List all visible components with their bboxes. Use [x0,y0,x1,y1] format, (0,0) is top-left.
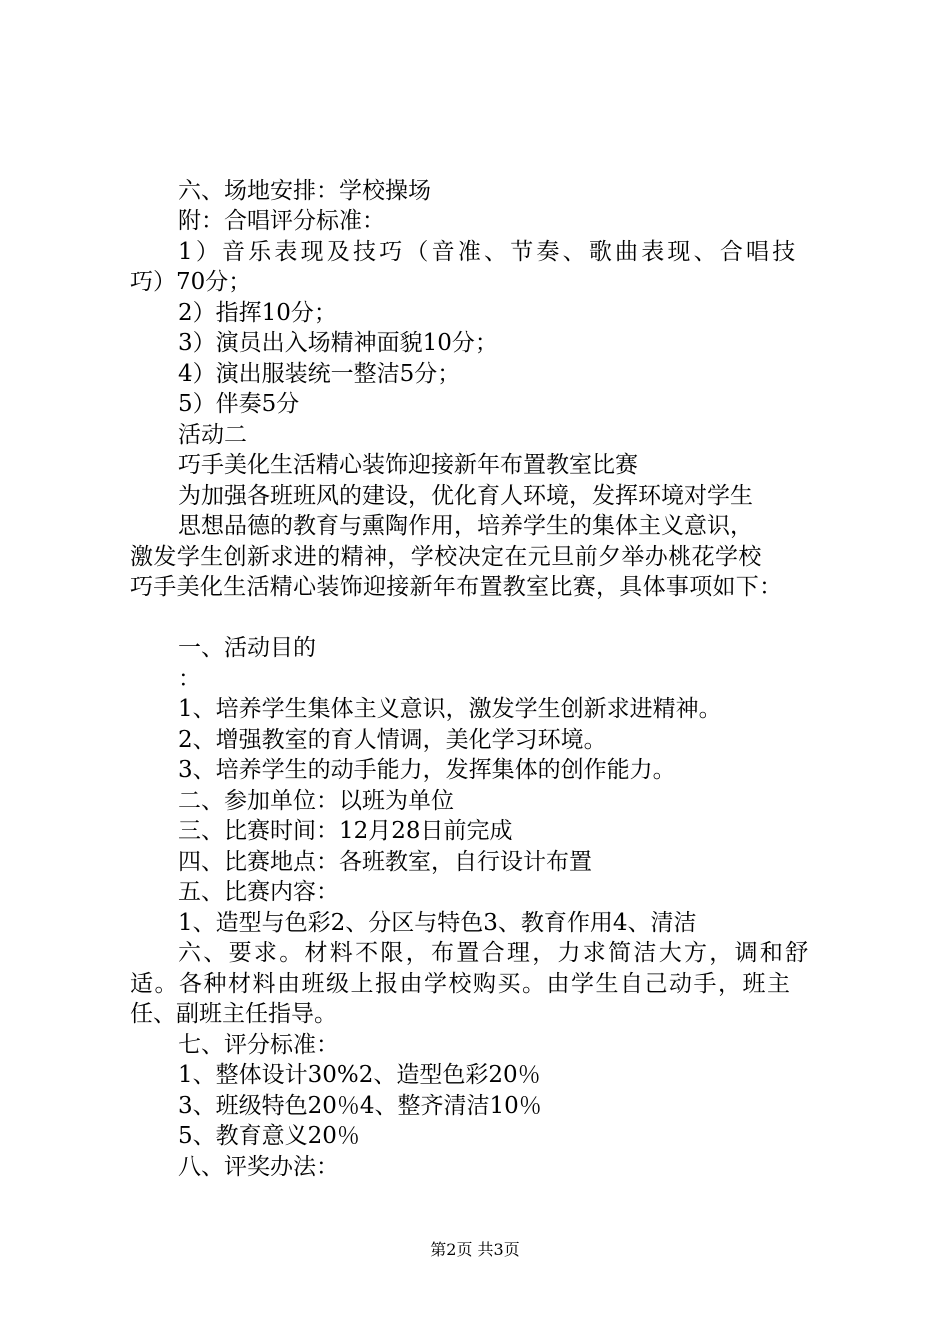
text-line: 思想品德的教育与熏陶作用，培养学生的集体主义意识， [178,513,753,539]
text-line: 1、整体设计30%2、造型色彩20％ [178,1062,541,1088]
text-line: 5、教育意义20％ [178,1123,360,1149]
text-line: 2）指挥10分； [178,300,337,326]
text-line: 1、造型与色彩2、分区与特色3、教育作用4、清洁 [178,910,697,936]
text-line: 4）演出服装统一整洁5分； [178,361,461,387]
text-line: 二、参加单位：以班为单位 [178,788,454,814]
text-line: 3）演员出入场精神面貌10分； [178,330,498,356]
text-line: ： [178,666,201,692]
text-line: 八、评奖办法： [178,1154,339,1180]
text-line: 附：合唱评分标准： [178,208,385,234]
text-line: 1）音乐表现及技巧（音准、节奏、歌曲表现、合唱技 [178,239,799,265]
text-line: 五、比赛内容： [178,879,339,905]
text-line: 六、要求。材料不限，布置合理，力求简洁大方，调和舒 [178,940,811,966]
text-line: 巧手美化生活精心装饰迎接新年布置教室比赛 [178,452,638,478]
text-line: 一、活动目的 [178,635,316,661]
text-line: 3、班级特色20％4、整齐清洁10％ [178,1093,542,1119]
text-line: 激发学生创新求进的精神，学校决定在元旦前夕举办桃花学校 [130,544,762,570]
text-line: 三、比赛时间：12月28日前完成 [178,818,513,844]
text-line: 活动二 [178,422,247,448]
text-line: 六、场地安排：学校操场 [178,178,431,204]
text-line: 七、评分标准： [178,1032,339,1058]
text-line: 巧）70分； [130,269,252,295]
text-line: 5）伴奏5分 [178,391,300,417]
text-line: 适。各种材料由班级上报由学校购买。由学生自己动手，班主 [130,971,792,997]
text-line: 2、增强教室的育人情调，美化学习环境。 [178,727,607,753]
text-line: 为加强各班班风的建设，优化育人环境，发挥环境对学生 [178,483,753,509]
text-line: 3、培养学生的动手能力，发挥集体的创作能力。 [178,757,676,783]
page-number-footer: 第2页 共3页 [430,1240,520,1259]
text-line: 巧手美化生活精心装饰迎接新年布置教室比赛，具体事项如下： [130,574,783,600]
text-line: 任、副班主任指导。 [130,1001,337,1027]
text-line: 1、培养学生集体主义意识，激发学生创新求进精神。 [178,696,722,722]
text-line: 四、比赛地点：各班教室，自行设计布置 [178,849,592,875]
